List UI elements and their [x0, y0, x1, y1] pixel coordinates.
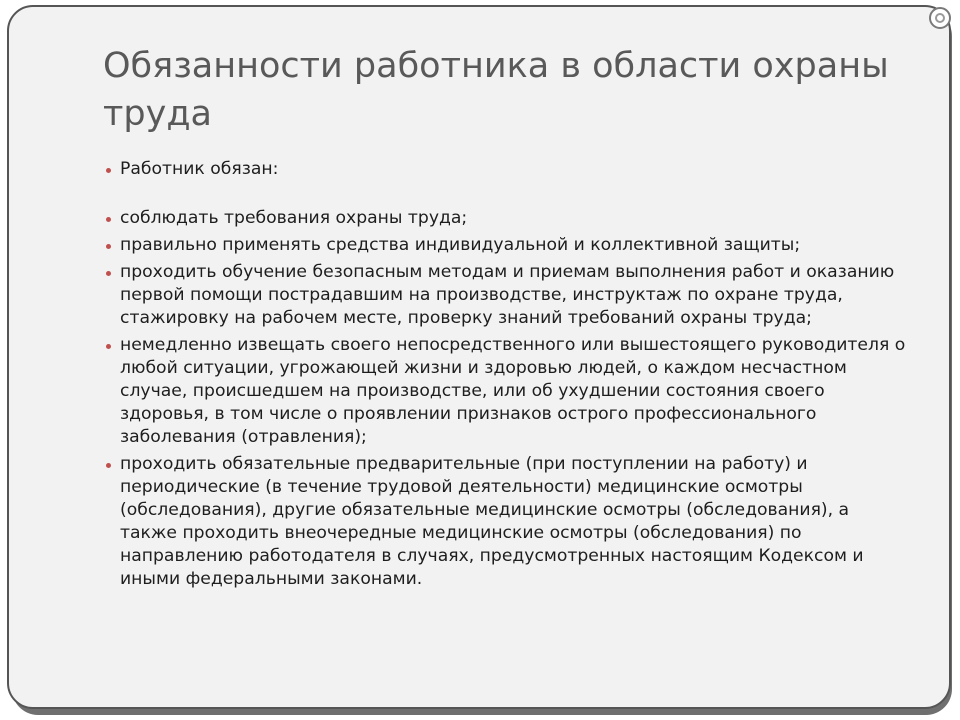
list-item: [104, 334, 909, 449]
bullet-list: [104, 158, 909, 595]
list-item: [104, 234, 909, 257]
corner-ring-icon: [929, 7, 951, 29]
list-item-text: соблюдать требования охраны труда;: [120, 208, 468, 228]
list-item-text: проходить обучение безопасным методам и приемам выполнения работ и оказанию первой помощи пострадавшим на производстве, инструктаж по охране труда, стажировку на рабочем месте, проверку знаний требований охраны труда;: [120, 262, 895, 328]
list-item-text: правильно применять средства индивидуальной и коллективной защиты;: [120, 235, 801, 255]
list-item: [104, 453, 909, 591]
list-item-text: проходить обязательные предварительные (при поступлении на работу) и периодические (в течение трудовой деятельности) медицинские осмотры (обследования), другие обязательные медицинские осмотры (обследования), а также проходить внеочередные медицинские осмотры (обследования) по направлению работодателя в случаях, предусмотренных настоящим Кодексом и иными федеральными законами.: [120, 454, 864, 589]
slide-title: Обязанности работника в области охраны труда: [103, 46, 889, 134]
bullet-icon: [106, 463, 111, 468]
bullet-icon: [106, 344, 111, 349]
bullet-icon: [106, 217, 111, 222]
list-item-text: немедленно извещать своего непосредственного или вышестоящего руководителя о любой ситуации, угрожающей жизни и здоровью людей, о каждом несчастном случае, происшедшем на производстве, или об ухудшении состояния своего здоровья, в том числе о проявлении признаков острого профессионального заболевания (отравления);: [120, 335, 906, 447]
list-item: [104, 261, 909, 330]
list-item-intro: [104, 158, 909, 181]
list-item: [104, 207, 909, 230]
bullet-icon: [106, 168, 111, 173]
list-item-text: Работник обязан:: [120, 159, 279, 179]
bullet-icon: [106, 271, 111, 276]
bullet-icon: [106, 244, 111, 249]
